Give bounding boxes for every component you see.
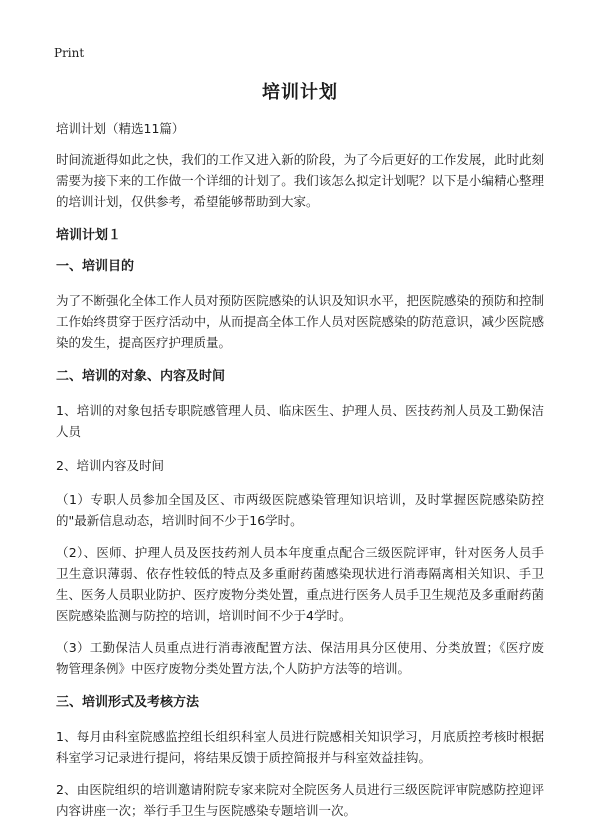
section-heading-targets: 二、培训的对象、内容及时间 xyxy=(56,369,226,384)
list-item-content-time: 2、培训内容及时间 xyxy=(56,458,164,473)
article-subtitle: 培训计划（精选11篇） xyxy=(56,121,185,136)
plan-heading: 培训计划１ xyxy=(56,228,122,243)
article-body xyxy=(56,118,544,831)
print-link[interactable]: Print xyxy=(54,46,85,60)
page-title: 培训计划 xyxy=(262,82,338,103)
section-paragraph-purpose: 为了不断强化全体工作人员对预防医院感染的认识及知识水平，把医院感染的预防和控制工作始终贯穿于医疗活动中，从而提高全体工作人员对医院感染的防范意识，减少医院感染的发生，提高医疗护理质量。 xyxy=(56,293,544,350)
list-item-expert-lecture: 2、由医院组织的培训邀请附院专家来院对全院医务人员进行三级医院评审院感防控迎评内容讲座一次；举行手卫生与医院感染专题培训一次。 xyxy=(56,782,544,818)
sub-item-specialists: （1）专职人员参加全国及区、市两级医院感染管理知识培训，及时掌握医院感染防控的"最新信息动态，培训时间不少于16学时。 xyxy=(56,492,544,528)
intro-paragraph: 时间流逝得如此之快，我们的工作又进入新的阶段，为了今后更好的工作发展，此时此刻需要为接下来的工作做一个详细的计划了。我们该怎么拟定计划呢？以下是小编精心整理的培训计划，仅供参考，希望能够帮助到大家。 xyxy=(56,152,544,209)
list-item-targets: 1、培训的对象包括专职院感管理人员、临床医生、护理人员、医技药剂人员及工勤保洁人员 xyxy=(56,403,544,439)
list-item-monthly-study: 1、每月由科室院感监控组长组织科室人员进行院感相关知识学习，月底质控考核时根据科室学习记录进行提问，将结果反馈于质控简报并与科室效益挂钩。 xyxy=(56,729,544,765)
sub-item-cleaning-staff: （3）工勤保洁人员重点进行消毒液配置方法、保洁用具分区使用、分类放置；《医疗废物管理条例》中医疗废物分类处置方法,个人防护方法等的培训。 xyxy=(56,640,544,676)
sub-item-medical-staff: （2）、医师、护理人员及医技药剂人员本年度重点配合三级医院评审，针对医务人员手卫生意识薄弱、依存性较低的特点及多重耐药菌感染现状进行消毒隔离相关知识、手卫生、医务人员职业防护、医疗废物分类处置，重点进行医务人员手卫生规范及多重耐药菌医院感染监测与防控的培训，培训时间不少于4学时。 xyxy=(56,545,544,623)
section-heading-purpose: 一、培训目的 xyxy=(56,259,135,274)
section-heading-format: 三、培训形式及考核方法 xyxy=(56,695,200,710)
